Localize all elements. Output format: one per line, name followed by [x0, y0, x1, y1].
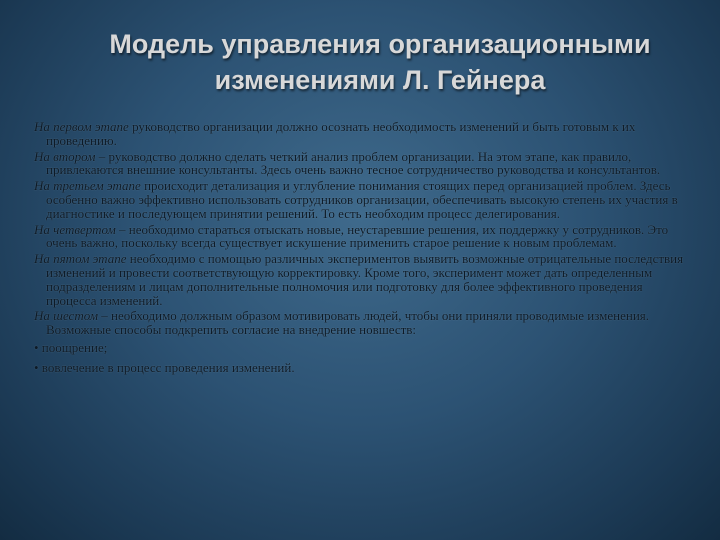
stage-2-lead: На втором — [34, 148, 96, 164]
stage-6-text: – необходимо должным образом мотивировать людей, чтобы они приняли проводимые изменения. Возможные способы подкрепить согласие на внедрение новшеств: — [46, 308, 650, 338]
stage-4-text: – необходимо стараться отыскать новые, неустаревшие решения, их поддержку у сотрудников. Это очень важно, поскольку всегда существует искушение применить старое решение к новым проблемам. — [46, 221, 669, 251]
stage-5-text: необходимо с помощью различных экспериментов выявить возможные отрицательные последствия изменений и провести соответствующую корректировку. Кроме того, эксперимент может дать определенным подразделениям и лицам дополнительные полномочия или подготовку для более эффективного проведения процесса изменений. — [46, 251, 684, 308]
stage-3-text: происходит детализация и углубление понимания стоящих перед организацией проблем. Здесь особенно важно эффективно использовать сотрудников организации, обеспечивать высокую степень их участия в диагностике и последующем принятии решений. То есть необходим процесс делегирования. — [46, 178, 678, 221]
stage-6-paragraph — [34, 309, 694, 337]
title-line-1: Модель управления организационными — [109, 29, 651, 59]
stage-5-lead: На пятом этапе — [34, 251, 127, 267]
stage-1-lead: На первом этапе — [34, 119, 129, 134]
stage-3-lead: На третьем этапе — [34, 178, 141, 194]
bullet-item-2: • вовлечение в процесс проведения изменений. — [34, 359, 295, 375]
stage-6-lead: На шестом — [34, 308, 99, 324]
stage-3-paragraph — [34, 179, 694, 220]
stage-2-text: – руководство должно сделать четкий анализ проблем организации. На этом этапе, как правило, привлекаются внешние консультанты. Здесь очень важно тесное сотрудничество руководства и консультантов. — [46, 148, 661, 178]
stage-1-paragraph — [34, 120, 694, 148]
stage-2-paragraph — [34, 150, 694, 178]
stage-4-paragraph — [34, 223, 694, 251]
slide-body — [34, 120, 694, 381]
stage-4-lead: На четвертом — [34, 221, 116, 237]
stage-1-text: руководство организации должно осознать необходимость изменений и быть готовым к их проведению. — [46, 119, 636, 148]
stage-5-paragraph — [34, 252, 694, 307]
bullet-item-1: • поощрение; — [34, 339, 108, 355]
title-line-2: изменениями Л. Гейнера — [214, 65, 546, 95]
slide-title — [60, 26, 700, 98]
